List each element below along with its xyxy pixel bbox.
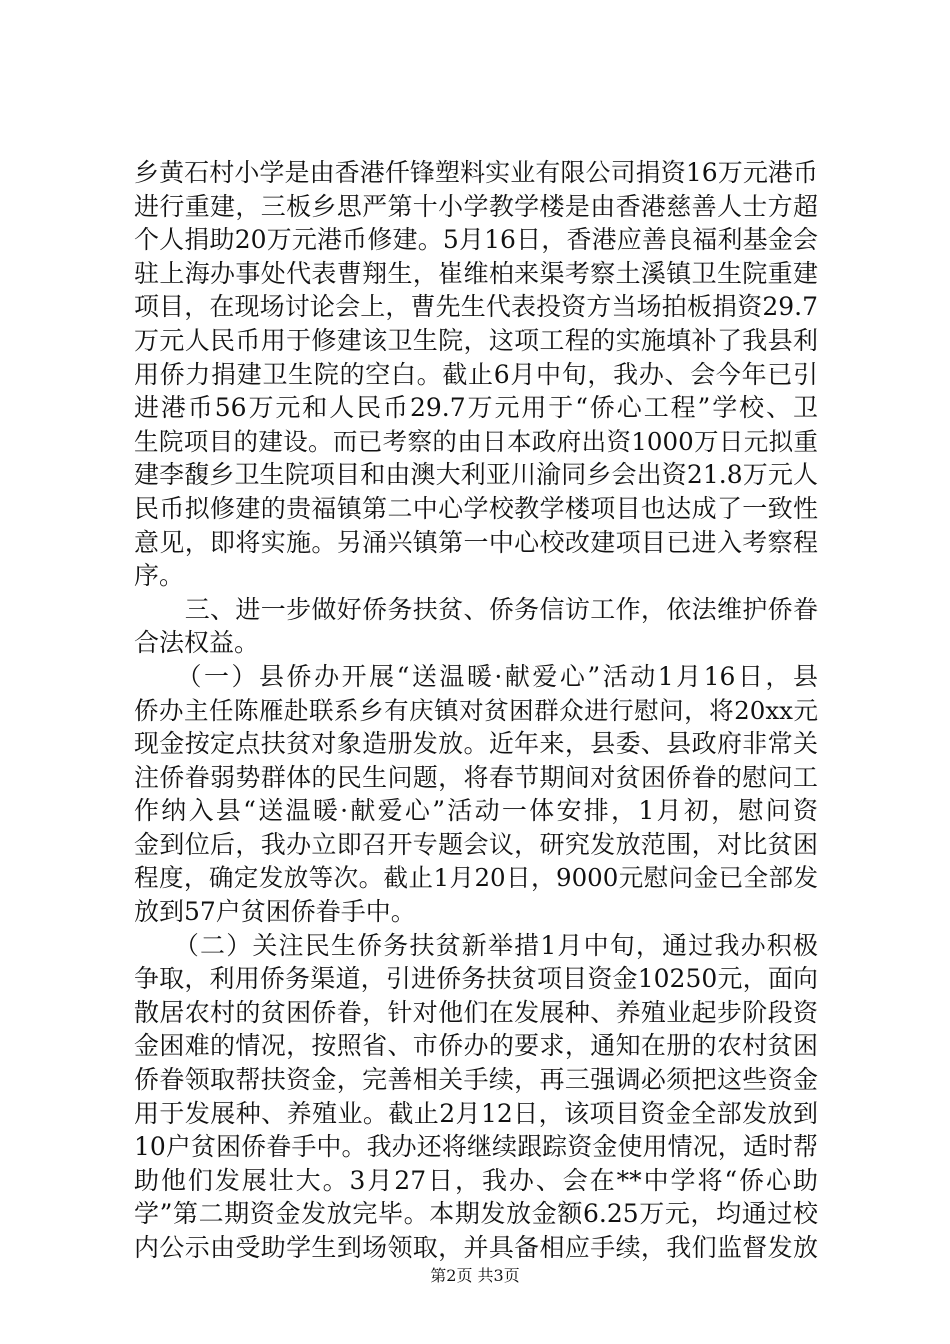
text-line: 金困难的情况，按照省、市侨办的要求，通知在册的农村贫困 [134,1031,818,1061]
text-line: 意见，即将实施。另涌兴镇第一中心校改建项目已进入考察程 [134,527,818,557]
text-line: 程度，确定发放等次。截止1月20日，9000元慰问金已全部发 [134,863,818,893]
document-body [134,156,818,1265]
text-line: 乡黄石村小学是由香港仟锋塑料实业有限公司捐资16万元港币 [134,158,818,187]
text-line: 万元人民币用于修建该卫生院，这项工程的实施填补了我县利 [134,325,818,355]
text-line: 用于发展种、养殖业。截止2月12日，该项目资金全部发放到 [134,1098,818,1128]
text-line: 合法权益。 [134,628,260,658]
text-line: 民币拟修建的贵福镇第二中心学校教学楼项目也达成了一致性 [134,493,818,523]
text-line: 金到位后，我办立即召开专题会议，研究发放范围，对比贫困 [134,829,818,859]
text-line: 放到57户贫困侨眷手中。 [134,897,416,927]
text-line: 进行重建，三板乡思严第十小学教学楼是由香港慈善人士方超 [134,191,818,221]
text-line: （一）县侨办开展“送温暖·献爱心”活动1月16日，县 [134,661,818,691]
text-line: 进港币56万元和人民币29.7万元用于“侨心工程”学校、卫 [134,393,818,423]
text-line: 学”第二期资金发放完毕。本期发放金额6.25万元，均通过校 [134,1199,818,1229]
text-line: 驻上海办事处代表曹翔生，崔维柏来渠考察土溪镇卫生院重建 [134,258,818,288]
text-line: 内公示由受助学生到场领取，并具备相应手续，我们监督发放 [134,1233,818,1262]
text-line: 助他们发展壮大。3月27日，我办、会在**中学将“侨心助 [134,1165,818,1195]
text-line: （二）关注民生侨务扶贫新举措1月中旬，通过我办积极 [134,930,818,960]
text-line: 建李馥乡卫生院项目和由澳大利亚川渝同乡会出资21.8万元人 [134,460,818,490]
text-line: 注侨眷弱势群体的民生问题，将春节期间对贫困侨眷的慰问工 [134,762,818,792]
text-line: 个人捐助20万元港币修建。5月16日，香港应善良福利基金会 [134,225,818,255]
page-footer: 第2页 共3页 [430,1266,520,1285]
text-line: 项目，在现场讨论会上，曹先生代表投资方当场拍板捐资29.7 [134,292,818,322]
text-line: 现金按定点扶贫对象造册发放。近年来，县委、县政府非常关 [134,729,818,759]
text-line: 生院项目的建设。而已考察的由日本政府出资1000万日元拟重 [134,426,818,456]
text-line: 散居农村的贫困侨眷，针对他们在发展种、养殖业起步阶段资 [134,997,818,1027]
text-line: 侨眷领取帮扶资金，完善相关手续，再三强调必须把这些资金 [134,1065,818,1095]
text-line: 侨办主任陈雁赴联系乡有庆镇对贫困群众进行慰问，将20xx元 [134,695,818,725]
text-line: 三、进一步做好侨务扶贫、侨务信访工作，依法维护侨眷 [134,594,818,624]
text-line: 10户贫困侨眷手中。我办还将继续跟踪资金使用情况，适时帮 [134,1132,818,1162]
text-line: 作纳入县“送温暖·献爱心”活动一体安排，1月初，慰问资 [134,796,818,826]
text-line: 序。 [134,561,185,591]
text-line: 用侨力捐建卫生院的空白。截止6月中旬，我办、会今年已引 [134,359,818,389]
text-line: 争取，利用侨务渠道，引进侨务扶贫项目资金10250元，面向 [134,964,818,994]
